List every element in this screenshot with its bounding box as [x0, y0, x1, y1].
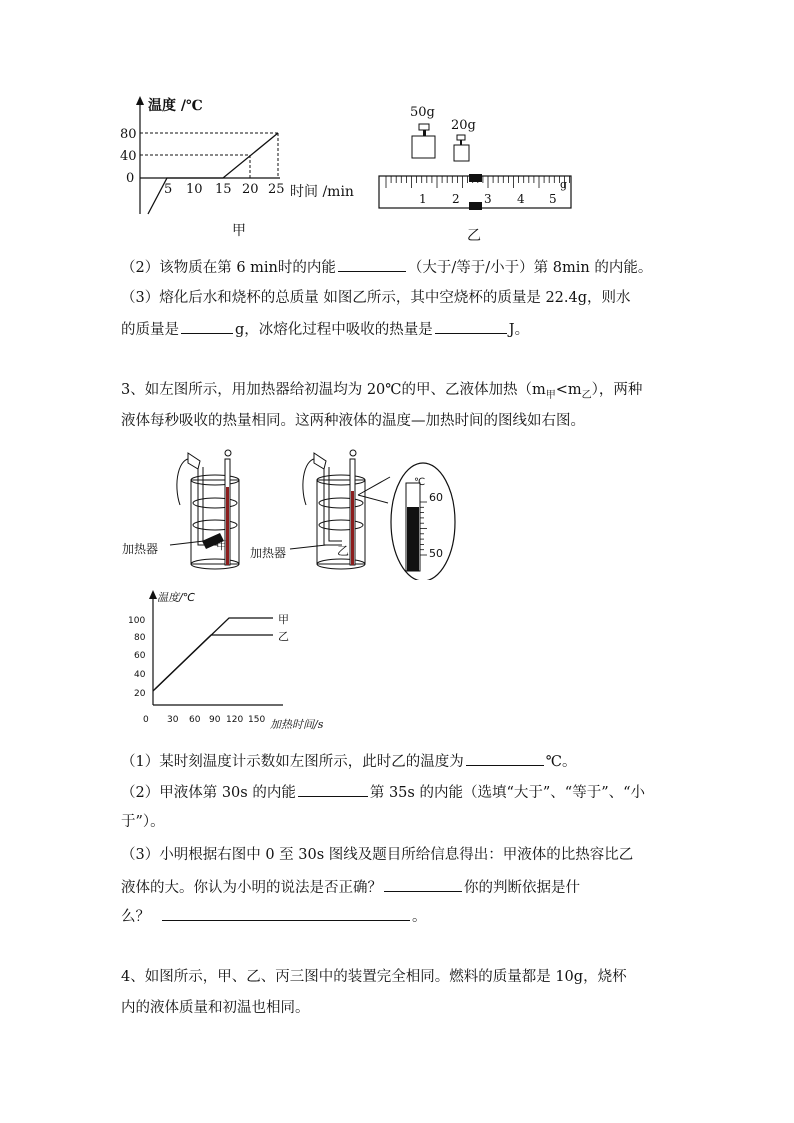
- weight-20g: [454, 135, 469, 161]
- scale-tick-5: 5: [549, 192, 557, 206]
- y-axis-arrow: [136, 96, 144, 105]
- x-tick-20: 20: [242, 182, 259, 197]
- q3-sub1: （1）某时刻温度计示数如左图所示，此时乙的温度为 ℃。: [121, 750, 576, 772]
- q3-y-tick-60: 60: [134, 651, 146, 661]
- beaker-label-yi: 乙: [337, 544, 350, 558]
- beaker-label-jia: 甲: [216, 539, 227, 552]
- thermometer-yi-top: [350, 450, 356, 456]
- thermo-top: 60: [429, 491, 443, 504]
- q3-temp-graph: [125, 585, 325, 735]
- q3-intro-line1: 3、如左图所示，用加热器给初温均为 20℃的甲、乙液体加热$(m_甲<m_乙)$，两种: [121, 382, 643, 401]
- x-tick-5: 5: [164, 182, 173, 197]
- beaker-yi: [303, 453, 365, 569]
- q2-sub2: （2）该物质在第 6 min时的内能 （大于/等于/小于）第 8min 的内能。: [121, 256, 652, 278]
- graph-jia: [120, 92, 370, 244]
- rider-top: [469, 174, 482, 182]
- q4-line1: 4、如图所示，甲、乙、丙三图中的装置完全相同。燃料的质量都是 10g，烧杯: [121, 969, 627, 985]
- q3-x-tick-30: 30: [167, 715, 179, 725]
- q3-x-tick-120: 120: [226, 715, 244, 725]
- heat-blank[interactable]: [435, 318, 507, 334]
- q3-y-tick-100: 100: [128, 616, 146, 626]
- q3-x-tick-150: 150: [248, 715, 266, 725]
- q2-sub2-blank[interactable]: [338, 256, 406, 272]
- q3-sub3-line1: （3）小明根据右图中 0 至 30s 图线及题目所给信息得出：甲液体的比热容比乙: [121, 847, 634, 863]
- q3-y-tick-80: 80: [134, 633, 146, 643]
- heater-label-yi: 加热器: [250, 546, 287, 560]
- heating-apparatus: [118, 445, 463, 580]
- q4-line2: 内的液体质量和初温也相同。: [121, 1000, 310, 1016]
- q3-intro-line2: 液体每秒吸收的热量相同。这两种液体的温度—加热时间的图线如右图。: [121, 413, 585, 429]
- graph-jia-ylabel: 温度 /℃: [148, 98, 203, 114]
- q3-x-tick-90: 90: [209, 715, 221, 725]
- q3-sub3-line3: 么？ 。: [121, 905, 427, 927]
- graph-jia-caption: 甲: [232, 223, 246, 239]
- graph-jia-xlabel: 时间 /min: [290, 184, 354, 200]
- scale-tick-2: 2: [452, 192, 460, 206]
- internal-energy-blank[interactable]: [298, 781, 368, 797]
- scale-tick-4: 4: [517, 192, 525, 206]
- legend-jia: 甲: [278, 613, 289, 626]
- thermometer-jia-liquid: [226, 487, 229, 565]
- heater-jia-pointer: [170, 541, 204, 545]
- q2-sub3-line2: 的质量是 g，冰熔化过程中吸收的热量是 J。: [121, 318, 529, 340]
- correct-blank[interactable]: [384, 876, 462, 892]
- reason-blank[interactable]: [162, 905, 410, 921]
- x-tick-25: 25: [268, 182, 285, 197]
- scale-unit: g: [560, 178, 568, 191]
- q3-x-tick-0: 0: [143, 715, 149, 725]
- legend-yi: 乙: [278, 630, 289, 643]
- thermo-unit: ℃: [414, 477, 426, 488]
- thermometer-jia-top: [225, 450, 231, 456]
- scale-tick-1: 1: [419, 192, 427, 206]
- x-tick-10: 10: [186, 182, 203, 197]
- q3-x-tick-60: 60: [189, 715, 201, 725]
- q3-sub2-line2: 于”）。: [121, 814, 165, 830]
- temp-line: [148, 133, 278, 214]
- y-tick-0: 0: [126, 171, 135, 186]
- water-mass-blank[interactable]: [181, 318, 233, 334]
- q2-sub3-line1: （3）熔化后水和烧杯的总质量 如图乙所示，其中空烧杯的质量是 22.4g，则水: [121, 290, 631, 306]
- weight-50g: [412, 124, 435, 158]
- scale-tick-3: 3: [484, 192, 492, 206]
- thermometer-yi-liquid: [351, 491, 354, 565]
- line-yi: [155, 635, 273, 689]
- y-tick-80: 80: [120, 127, 137, 142]
- q3-sub2-line1: （2）甲液体第 30s 的内能 第 35s 的内能（选填“大于”、“等于”、“小: [121, 781, 645, 803]
- line-jia: [153, 618, 273, 691]
- yi-temp-blank[interactable]: [466, 750, 544, 766]
- heater-label-jia: 加热器: [122, 542, 159, 556]
- weight-20g-label: 20g: [451, 118, 476, 133]
- magnified-liquid: [407, 507, 419, 571]
- q3-y-tick-20: 20: [134, 689, 146, 699]
- x-tick-15: 15: [215, 182, 232, 197]
- q3-y-tick-40: 40: [134, 670, 146, 680]
- thermo-bottom: 50: [429, 547, 443, 560]
- q3-xlabel: 加热时间/s: [270, 718, 324, 731]
- q3-y-axis-arrow: [149, 590, 157, 599]
- balance-yi: [372, 100, 582, 245]
- q3-ylabel: 温度/℃: [157, 591, 196, 604]
- balance-yi-caption: 乙: [467, 228, 481, 244]
- y-tick-40: 40: [120, 149, 137, 164]
- rider-bottom: [469, 202, 482, 210]
- heater-yi-pointer: [290, 545, 326, 549]
- weight-50g-label: 50g: [410, 105, 435, 120]
- q3-sub3-line2: 液体的大。你认为小明的说法是否正确？ 你的判断依据是什: [121, 876, 580, 898]
